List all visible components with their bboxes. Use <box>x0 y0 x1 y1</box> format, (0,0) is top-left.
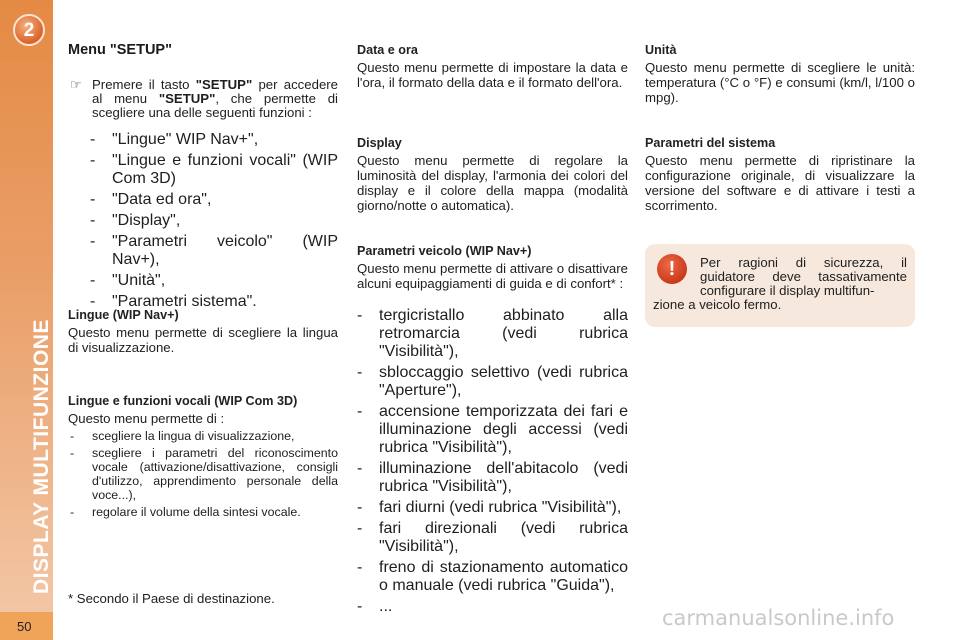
heading-unita: Unità <box>645 43 677 57</box>
section-title-setup: Menu "SETUP" <box>68 42 172 58</box>
list-item: - "Display", <box>90 212 338 230</box>
warning-text <box>653 256 907 312</box>
list-item: - fari diurni (vedi rubrica "Visibilità"), <box>357 499 628 517</box>
footnote: * Secondo il Paese di destinazione. <box>68 591 275 606</box>
text-lingue-vocali: Questo menu permette di : <box>68 411 225 426</box>
veicolo-list <box>357 307 628 619</box>
pointing-hand-icon: ☞ <box>70 77 82 92</box>
list-item: - sbloccaggio selettivo (vedi rubrica "Aperture"), <box>357 364 628 400</box>
list-item: - ... <box>357 598 628 616</box>
list-item: - "Data ed ora", <box>90 191 338 209</box>
list-item: - "Lingue e funzioni vocali" (WIP Com 3D) <box>90 152 338 188</box>
list-item: - regolare il volume della sintesi vocale. <box>68 505 338 519</box>
list-item: - scegliere la lingua di visualizzazione, <box>68 429 338 443</box>
heading-parametri-sistema: Parametri del sistema <box>645 136 776 150</box>
text-display: Questo menu permette di regolare la luminosità del display, l'armonia dei colori del display e il colore della mappa (modalità giorno/notte o automatica). <box>357 153 628 213</box>
exclamation-icon: ! <box>657 254 687 284</box>
chapter-badge <box>13 14 45 46</box>
heading-lingue: Lingue (WIP Nav+) <box>68 308 179 322</box>
list-item: - "Parametri veicolo" (WIP Nav+), <box>90 233 338 269</box>
list-item: - tergicristallo abbinato alla retromarcia (vedi rubrica "Visibilità"), <box>357 307 628 361</box>
chapter-number: 2 <box>23 19 35 41</box>
warning-box <box>645 244 915 327</box>
text-parametri-veicolo: Questo menu permette di attivare o disattivare alcuni equipaggiamenti di guida e di confort* : <box>357 261 628 291</box>
list-item: - "Parametri sistema". <box>90 293 338 311</box>
heading-data-ora: Data e ora <box>357 43 418 57</box>
list-item: - scegliere i parametri del riconoscimento vocale (attivazione/disattivazione, consigli d'utilizzo, apprendimento personale della voce...), <box>68 446 338 502</box>
list-item: - "Lingue" WIP Nav+", <box>90 131 338 149</box>
list-item: - freno di stazionamento automatico o manuale (vedi rubrica "Guida"), <box>357 559 628 595</box>
warning-text-tail: zione a veicolo fermo. <box>653 297 782 312</box>
text-lingue: Questo menu permette di scegliere la lingua di visualizzazione. <box>68 325 338 355</box>
intro-text-1: Premere il tasto <box>92 77 196 92</box>
vertical-chapter-title: DISPLAY MULTIFUNZIONE <box>30 319 53 594</box>
intro-bold-2: "SETUP" <box>158 91 216 106</box>
watermark: carmanualsonline.info <box>662 606 895 630</box>
heading-lingue-vocali: Lingue e funzioni vocali (WIP Com 3D) <box>68 394 298 408</box>
list-item: - "Unità", <box>90 272 338 290</box>
setup-functions-list <box>90 131 338 314</box>
list-item: - illuminazione dell'abitacolo (vedi rubrica "Visibilità"), <box>357 460 628 496</box>
list-item: - fari direzionali (vedi rubrica "Visibilità"), <box>357 520 628 556</box>
intro-bold-1: "SETUP" <box>195 77 253 92</box>
intro-text-3: , che permette di scegliere una delle seguenti funzioni : <box>92 91 338 120</box>
text-data-ora: Questo menu permette di impostare la data e l'ora, il formato della data e il formato dell'ora. <box>357 60 628 90</box>
heading-display: Display <box>357 136 402 150</box>
vocali-list <box>68 429 338 522</box>
text-unita: Questo menu permette di scegliere le unità: temperatura (°C o °F) e consumi (km/l, l/100 o mpg). <box>645 60 915 105</box>
setup-intro <box>68 78 338 120</box>
intro-text-2: per accedere al menu <box>92 77 339 106</box>
list-item: - accensione temporizzata dei fari e illuminazione degli accessi (vedi rubrica "Visibilità"), <box>357 403 628 457</box>
text-parametri-sistema: Questo menu permette di ripristinare la configurazione originale, di visualizzare la versione del software e di attivare i testi a scorrimento. <box>645 153 915 213</box>
page-number: 50 <box>0 612 53 640</box>
heading-parametri-veicolo: Parametri veicolo (WIP Nav+) <box>357 244 532 258</box>
warning-text-indented: Per ragioni di sicurezza, il guidatore deve tassativamente configurare il display multifun- <box>700 255 907 298</box>
